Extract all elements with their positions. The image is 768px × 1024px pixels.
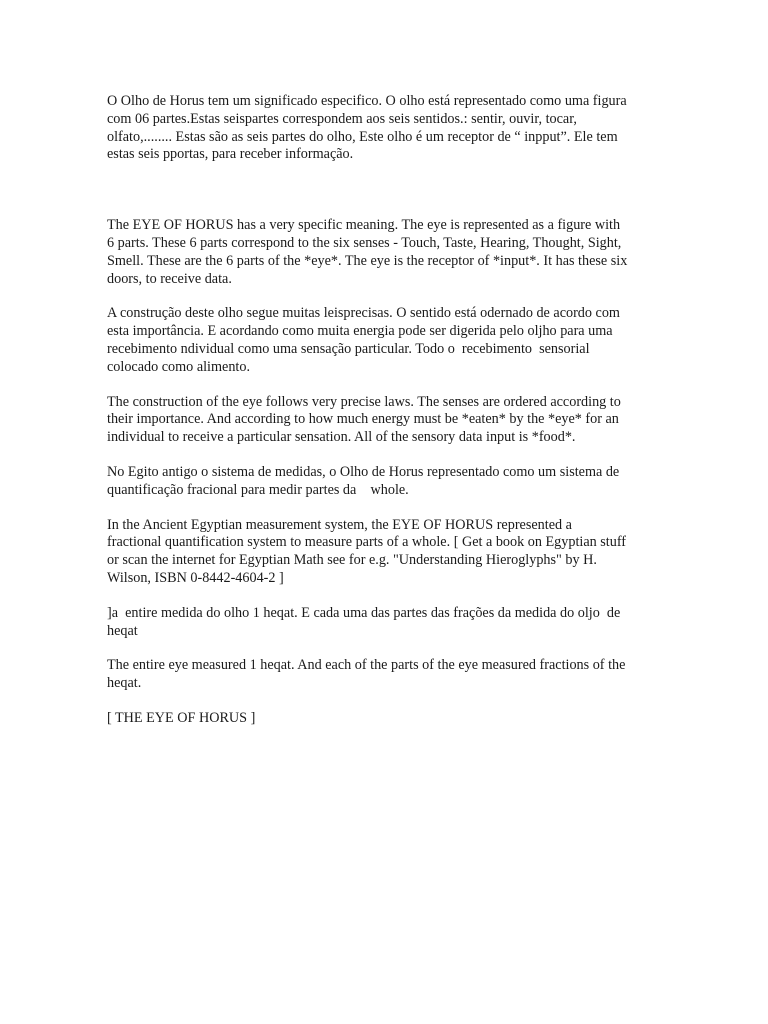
document-body <box>107 93 667 728</box>
paragraph-spacer <box>107 288 667 305</box>
paragraph-english-measurement: In the Ancient Egyptian measurement system, the EYE OF HORUS represented a fractional quantification system to measure parts of a whole. [ Get a book on Egyptian stuff or scan the internet for Egyptian Math see for e.g. "Understanding Hieroglyphs" by H. Wilson, ISBN 0-8442-4604-2 ] <box>107 516 627 586</box>
paragraph-spacer <box>107 693 667 710</box>
paragraph-spacer <box>107 588 667 605</box>
paragraph-spacer <box>107 640 667 657</box>
section-heading-eye-of-horus: [ THE EYE OF HORUS ] <box>107 709 256 726</box>
paragraph-portuguese-heqat: ]a entire medida do olho 1 heqat. E cada uma das partes das frações da medida do oljo de heqat <box>107 604 621 639</box>
paragraph-spacer <box>107 377 667 394</box>
paragraph-english-heqat: The entire eye measured 1 heqat. And each of the parts of the eye measured fractions of the heqat. <box>107 657 626 692</box>
paragraph-portuguese-intro: O Olho de Horus tem um significado especifico. O olho está representado como uma figura com 06 partes.Estas seispartes correspondem aos seis sentidos.: sentir, ouvir, tocar, olfato,........ Estas são as seis partes do olho, Este olho é um receptor de “ inpput”. Ele tem estas seis pportas, para receber informação. <box>107 93 627 163</box>
paragraph-english-construction: The construction of the eye follows very precise laws. The senses are ordered according to their importance. And according to how much energy must be *eaten* by the *eye* for an individual to receive a particular sensation. All of the sensory data input is *food*. <box>107 393 621 446</box>
paragraph-spacer <box>107 164 667 217</box>
paragraph-portuguese-construction: A construção deste olho segue muitas leisprecisas. O sentido está odernado de acordo com esta importância. E acordando como muita energia pode ser digerida pelo oljho para uma recebimento ndividual como uma sensação particular. Todo o recebimento sensorial colocado como alimento. <box>107 305 620 375</box>
paragraph-portuguese-measurement: No Egito antigo o sistema de medidas, o Olho de Horus representado como um sistema de quantificação fracional para medir partes da whole. <box>107 463 620 498</box>
paragraph-english-intro: The EYE OF HORUS has a very specific meaning. The eye is represented as a figure with 6 parts. These 6 parts correspond to the six senses - Touch, Taste, Hearing, Thought, Sight, Smell. These are the 6 parts of the *eye*. The eye is the receptor of *input*. It has these six doors, to receive data. <box>107 217 628 287</box>
paragraph-spacer <box>107 500 667 517</box>
paragraph-spacer <box>107 447 667 464</box>
